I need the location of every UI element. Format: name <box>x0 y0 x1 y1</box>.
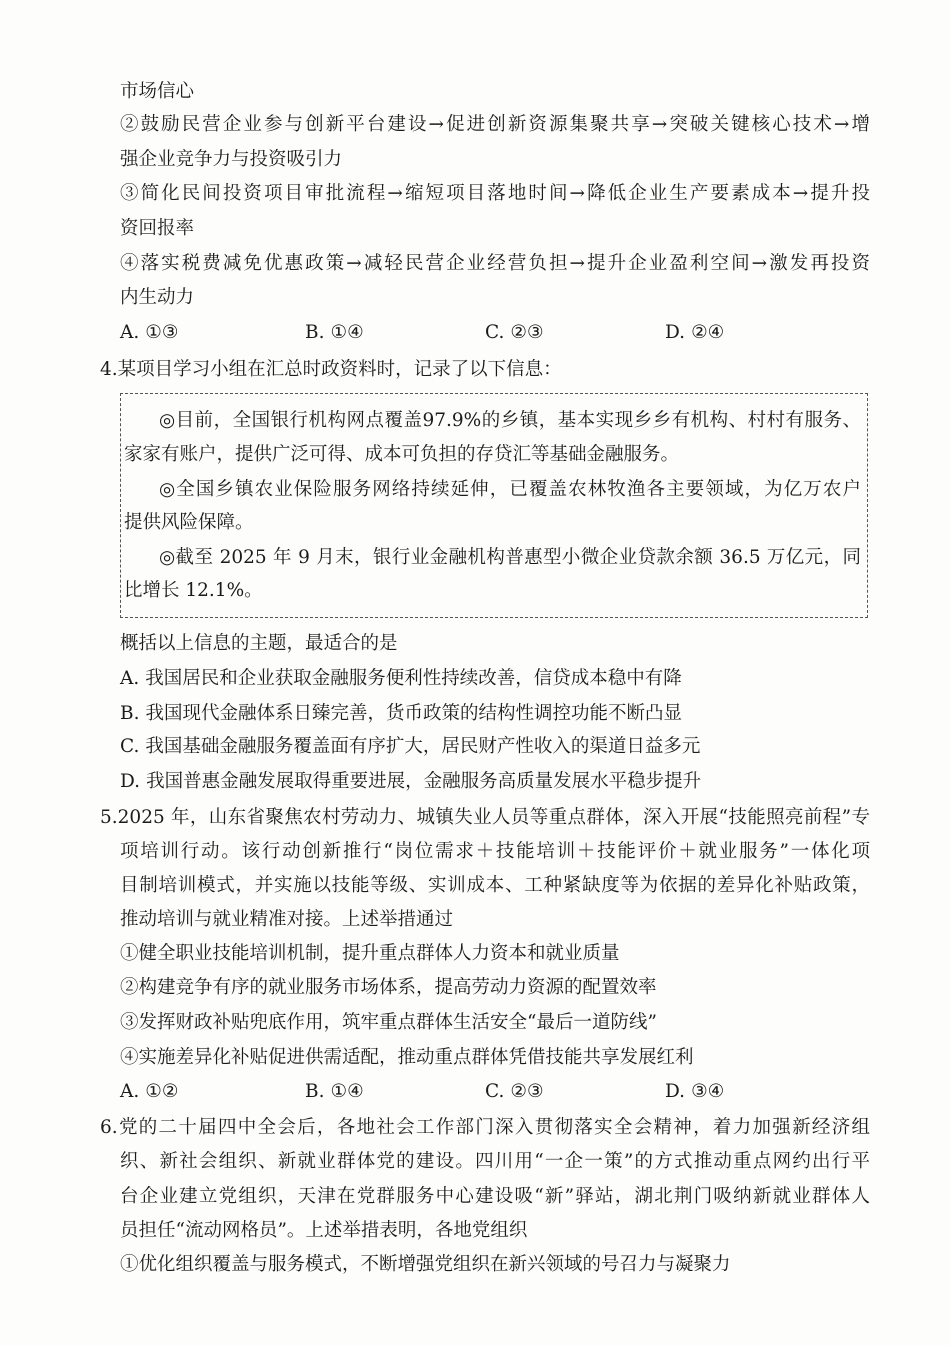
q5-item-1: ①健全职业技能培训机制，提升重点群体人力资本和就业质量 <box>120 943 620 964</box>
q3-option-c <box>485 316 544 350</box>
option-text: ①④ <box>330 1081 364 1102</box>
option-text: ②④ <box>691 322 725 343</box>
q5-item-4: ④实施差异化补贴促进供需适配，推动重点群体凭借技能共享发展红利 <box>120 1047 694 1068</box>
q4-prompt: 概括以上信息的主题，最适合的是 <box>120 633 398 654</box>
option-label: D. <box>120 771 141 792</box>
q5-option-c <box>485 1075 544 1109</box>
option-text: 我国居民和企业获取金融服务便利性持续改善，信贷成本稳中有降 <box>145 668 682 689</box>
q3-item3-line2: 资回报率 <box>120 218 195 239</box>
option-label: C. <box>485 1081 505 1102</box>
q4-material-box <box>120 393 868 618</box>
option-text: ②③ <box>510 1081 544 1102</box>
option-label: B. <box>120 703 140 724</box>
q3-item4-line1: ④落实税费减免优惠政策→减轻民营企业经营负担→提升企业盈利空间→激发再投资 <box>120 253 870 274</box>
q3-item2-line2: 强企业竞争力与投资吸引力 <box>120 149 343 170</box>
option-label: C. <box>120 736 140 757</box>
q6-item-1: ①优化组织覆盖与服务模式，不断增强党组织在新兴领域的号召力与凝聚力 <box>120 1254 731 1275</box>
q5-stem-line3: 目制培训模式，并实施以技能等级、实训成本、工种紧缺度等为依据的差异化补贴政策， <box>120 875 870 896</box>
option-text: ①② <box>145 1081 179 1102</box>
option-label: C. <box>485 322 505 343</box>
q4-material1-line1: ◎目前，全国银行机构网点覆盖97.9%的乡镇，基本实现乡乡有机构、村村有服务、 <box>159 410 861 431</box>
q3-item1-tail: 市场信心 <box>120 81 195 102</box>
q4-material1-line2: 家家有账户，提供广泛可得、成本可负担的存贷汇等基础金融服务。 <box>124 444 680 465</box>
q3-item3-line1: ③简化民间投资项目审批流程→缩短项目落地时间→降低企业生产要素成本→提升投 <box>120 183 870 204</box>
q5-option-d <box>665 1075 724 1109</box>
q5-option-b <box>305 1075 364 1109</box>
q4-option-c <box>120 730 700 764</box>
q3-option-d <box>665 316 724 350</box>
q4-option-a <box>120 662 682 696</box>
option-text: ②③ <box>510 322 544 343</box>
option-label: A. <box>120 1081 140 1102</box>
q5-item-2: ②构建竞争有序的就业服务市场体系，提高劳动力资源的配置效率 <box>120 977 657 998</box>
q4-option-b <box>120 697 682 731</box>
option-label: B. <box>305 1081 325 1102</box>
q4-material3-line2: 比增长 12.1%。 <box>124 580 263 601</box>
q4-option-d <box>120 765 701 799</box>
option-text: ①③ <box>145 322 179 343</box>
q4-stem: 4.某项目学习小组在汇总时政资料时，记录了以下信息： <box>100 359 562 380</box>
q6-stem-line4: 员担任“流动网格员”。上述举措表明，各地党组织 <box>120 1220 528 1241</box>
q4-material3-line1: ◎截至 2025 年 9 月末，银行业金融机构普惠型小微企业贷款余额 36.5 万亿元，同 <box>159 547 861 568</box>
q5-item-3: ③发挥财政补贴兜底作用，筑牢重点群体生活安全“最后一道防线” <box>120 1012 657 1033</box>
q6-stem-line1: 6.党的二十届四中全会后，各地社会工作部门深入贯彻落实全会精神，着力加强新经济组 <box>100 1117 870 1138</box>
q3-option-b <box>305 316 364 350</box>
q3-item2-line1: ②鼓励民营企业参与创新平台建设→促进创新资源集聚共享→突破关键核心技术→增 <box>120 114 870 135</box>
option-label: D. <box>665 1081 686 1102</box>
q4-material2-line1: ◎全国乡镇农业保险服务网络持续延伸，已覆盖农林牧渔各主要领域，为亿万农户 <box>159 479 861 500</box>
q5-stem-line1: 5.2025 年，山东省聚焦农村劳动力、城镇失业人员等重点群体，深入开展“技能照亮前程”专 <box>100 807 870 828</box>
option-text: 我国普惠金融发展取得重要进展，金融服务高质量发展水平稳步提升 <box>146 771 702 792</box>
q5-stem-line4: 推动培训与就业精准对接。上述举措通过 <box>120 909 454 930</box>
option-text: 我国现代金融体系日臻完善，货币政策的结构性调控功能不断凸显 <box>145 703 682 724</box>
q5-stem-line2: 项培训行动。该行动创新推行“岗位需求＋技能培训＋技能评价＋就业服务”一体化项 <box>120 841 870 862</box>
option-text: 我国基础金融服务覆盖面有序扩大，居民财产性收入的渠道日益多元 <box>145 736 701 757</box>
q4-material2-line2: 提供风险保障。 <box>124 512 254 533</box>
option-label: A. <box>120 668 140 689</box>
option-label: A. <box>120 322 140 343</box>
q3-item4-line2: 内生动力 <box>120 287 195 308</box>
option-text: ①④ <box>330 322 364 343</box>
q6-stem-line2: 织、新社会组织、新就业群体党的建设。四川用“一企一策”的方式推动重点网约出行平 <box>120 1151 870 1172</box>
option-label: D. <box>665 322 686 343</box>
option-text: ③④ <box>691 1081 725 1102</box>
q6-stem-line3: 台企业建立党组织，天津在党群服务中心建设吸“新”驿站，湖北荆门吸纳新就业群体人 <box>120 1186 870 1207</box>
q3-option-a <box>120 316 178 350</box>
option-label: B. <box>305 322 325 343</box>
q5-option-a <box>120 1075 178 1109</box>
